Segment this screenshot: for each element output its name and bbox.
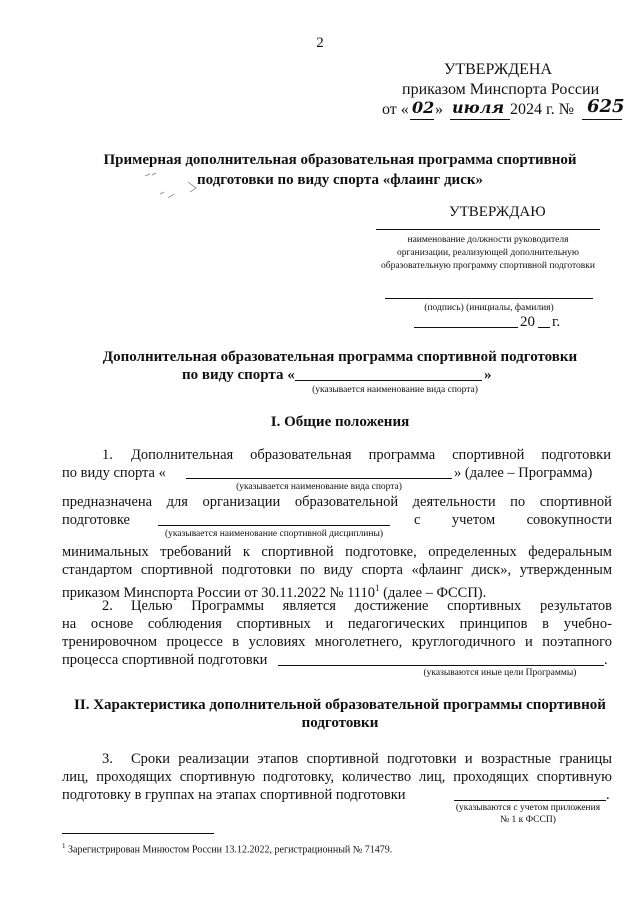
program-title-line1: Дополнительная образовательная программа спортивной подготовки [102, 349, 578, 365]
approve-title: УТВЕРЖДАЮ [449, 204, 546, 220]
page-number: 2 [316, 35, 324, 51]
p1-line3: предназначена для организации образовательной деятельности по спортивной [62, 494, 612, 510]
doc-title-line2: подготовки по виду спорта «флаинг диск» [197, 172, 483, 188]
approve-year-line [414, 313, 574, 333]
p3-caption1: (указываются с учетом приложения [455, 803, 601, 813]
signature-caption: (подпись) (инициалы, фамилия) [424, 303, 554, 313]
program-title-caption: (указывается наименование вида спорта) [312, 385, 478, 395]
p2-line4: процесса спортивной подготовки . [62, 652, 608, 668]
signature-line [385, 298, 593, 299]
approve-caption1: наименование должности руководителя [407, 235, 569, 245]
p1-number: 1. [102, 447, 113, 463]
date-quote-close: » [435, 101, 443, 118]
p1-caption-discipline: (указывается наименование спортивной дисциплины) [164, 529, 384, 539]
p3-line1: Сроки реализации этапов спортивной подготовки и возрастные границы [131, 751, 612, 767]
p1-line2: по виду спорта « » (далее – Программа) [62, 465, 593, 481]
p1-line4-end: с учетом совокупности [414, 512, 612, 528]
p2-line3: тренировочном процессе в условиях многолетнего, круглогодичного и поэтапного [62, 634, 612, 650]
footnote-separator [62, 833, 214, 834]
year-part: 20 [520, 314, 535, 330]
p3-line3: подготовку в группах на этапах спортивной подготовки . [62, 787, 610, 803]
program-title-suffix: » [484, 367, 492, 383]
p1-caption-sport: (указывается наименование вида спорта) [236, 482, 402, 492]
p2-caption: (указываются иные цели Программы) [423, 668, 577, 678]
scan-marks [140, 168, 210, 208]
section2-heading-line2: подготовки [301, 715, 379, 731]
p3-number: 3. [102, 751, 113, 767]
program-title-prefix: по виду спорта « [182, 367, 295, 383]
footnote-ref: 1 [375, 583, 380, 593]
p2-number: 2. [102, 598, 113, 614]
approve-caption2: организации, реализующей дополнительную [397, 248, 579, 258]
p1-line6: стандартом спортивной подготовки по виду спорта «флаинг диск», утвержденным [62, 562, 612, 578]
p1-line4-start: подготовке [62, 512, 130, 528]
date-prefix: от « [382, 101, 409, 118]
p1-line5: минимальных требований к спортивной подготовке, определенных федеральным [62, 544, 612, 560]
approve-caption3: образовательную программу спортивной подготовки [380, 261, 595, 271]
approval-title: УТВЕРЖДЕНА [444, 61, 553, 78]
p2-line2: на основе соблюдения спортивных и педагогических принципов в учебно- [62, 616, 612, 632]
handwritten-order-number: 625 [587, 96, 625, 117]
program-title-line2 [182, 366, 502, 386]
p1-line1: Дополнительная образовательная программа спортивной подготовки [131, 447, 611, 463]
year-suffix: г. [552, 314, 561, 330]
approval-date-line [382, 96, 625, 122]
p3-caption2: № 1 к ФССП) [500, 815, 556, 825]
section1-heading: I. Общие положения [270, 414, 410, 430]
footnote [62, 841, 392, 855]
footnote-mark: 1 [62, 842, 66, 850]
discipline-line [158, 525, 390, 526]
position-line [376, 229, 600, 230]
section2-heading-line1: II. Характеристика дополнительной образовательной программы спортивной [74, 697, 606, 713]
date-year-text: 2024 г. № [510, 101, 575, 118]
approval-order-line: приказом Минспорта России [402, 81, 600, 98]
handwritten-day: 02 [412, 98, 435, 117]
p1-line7: приказом Минспорта России от 30.11.2022 № 1110$^1$ (далее – ФССП). [62, 583, 487, 601]
p2-line1: Целью Программы является достижение спортивных результатов [131, 598, 612, 614]
p3-line2: лиц, проходящих спортивную подготовку, количество лиц, проходящих спортивную [62, 769, 612, 785]
doc-title-line1: Примерная дополнительная образовательная программа спортивной [103, 152, 577, 168]
handwritten-month: июля [452, 98, 505, 117]
footnote-text: Зарегистрирован Минюстом России 13.12.2022, регистрационный № 71479. [65, 844, 393, 856]
